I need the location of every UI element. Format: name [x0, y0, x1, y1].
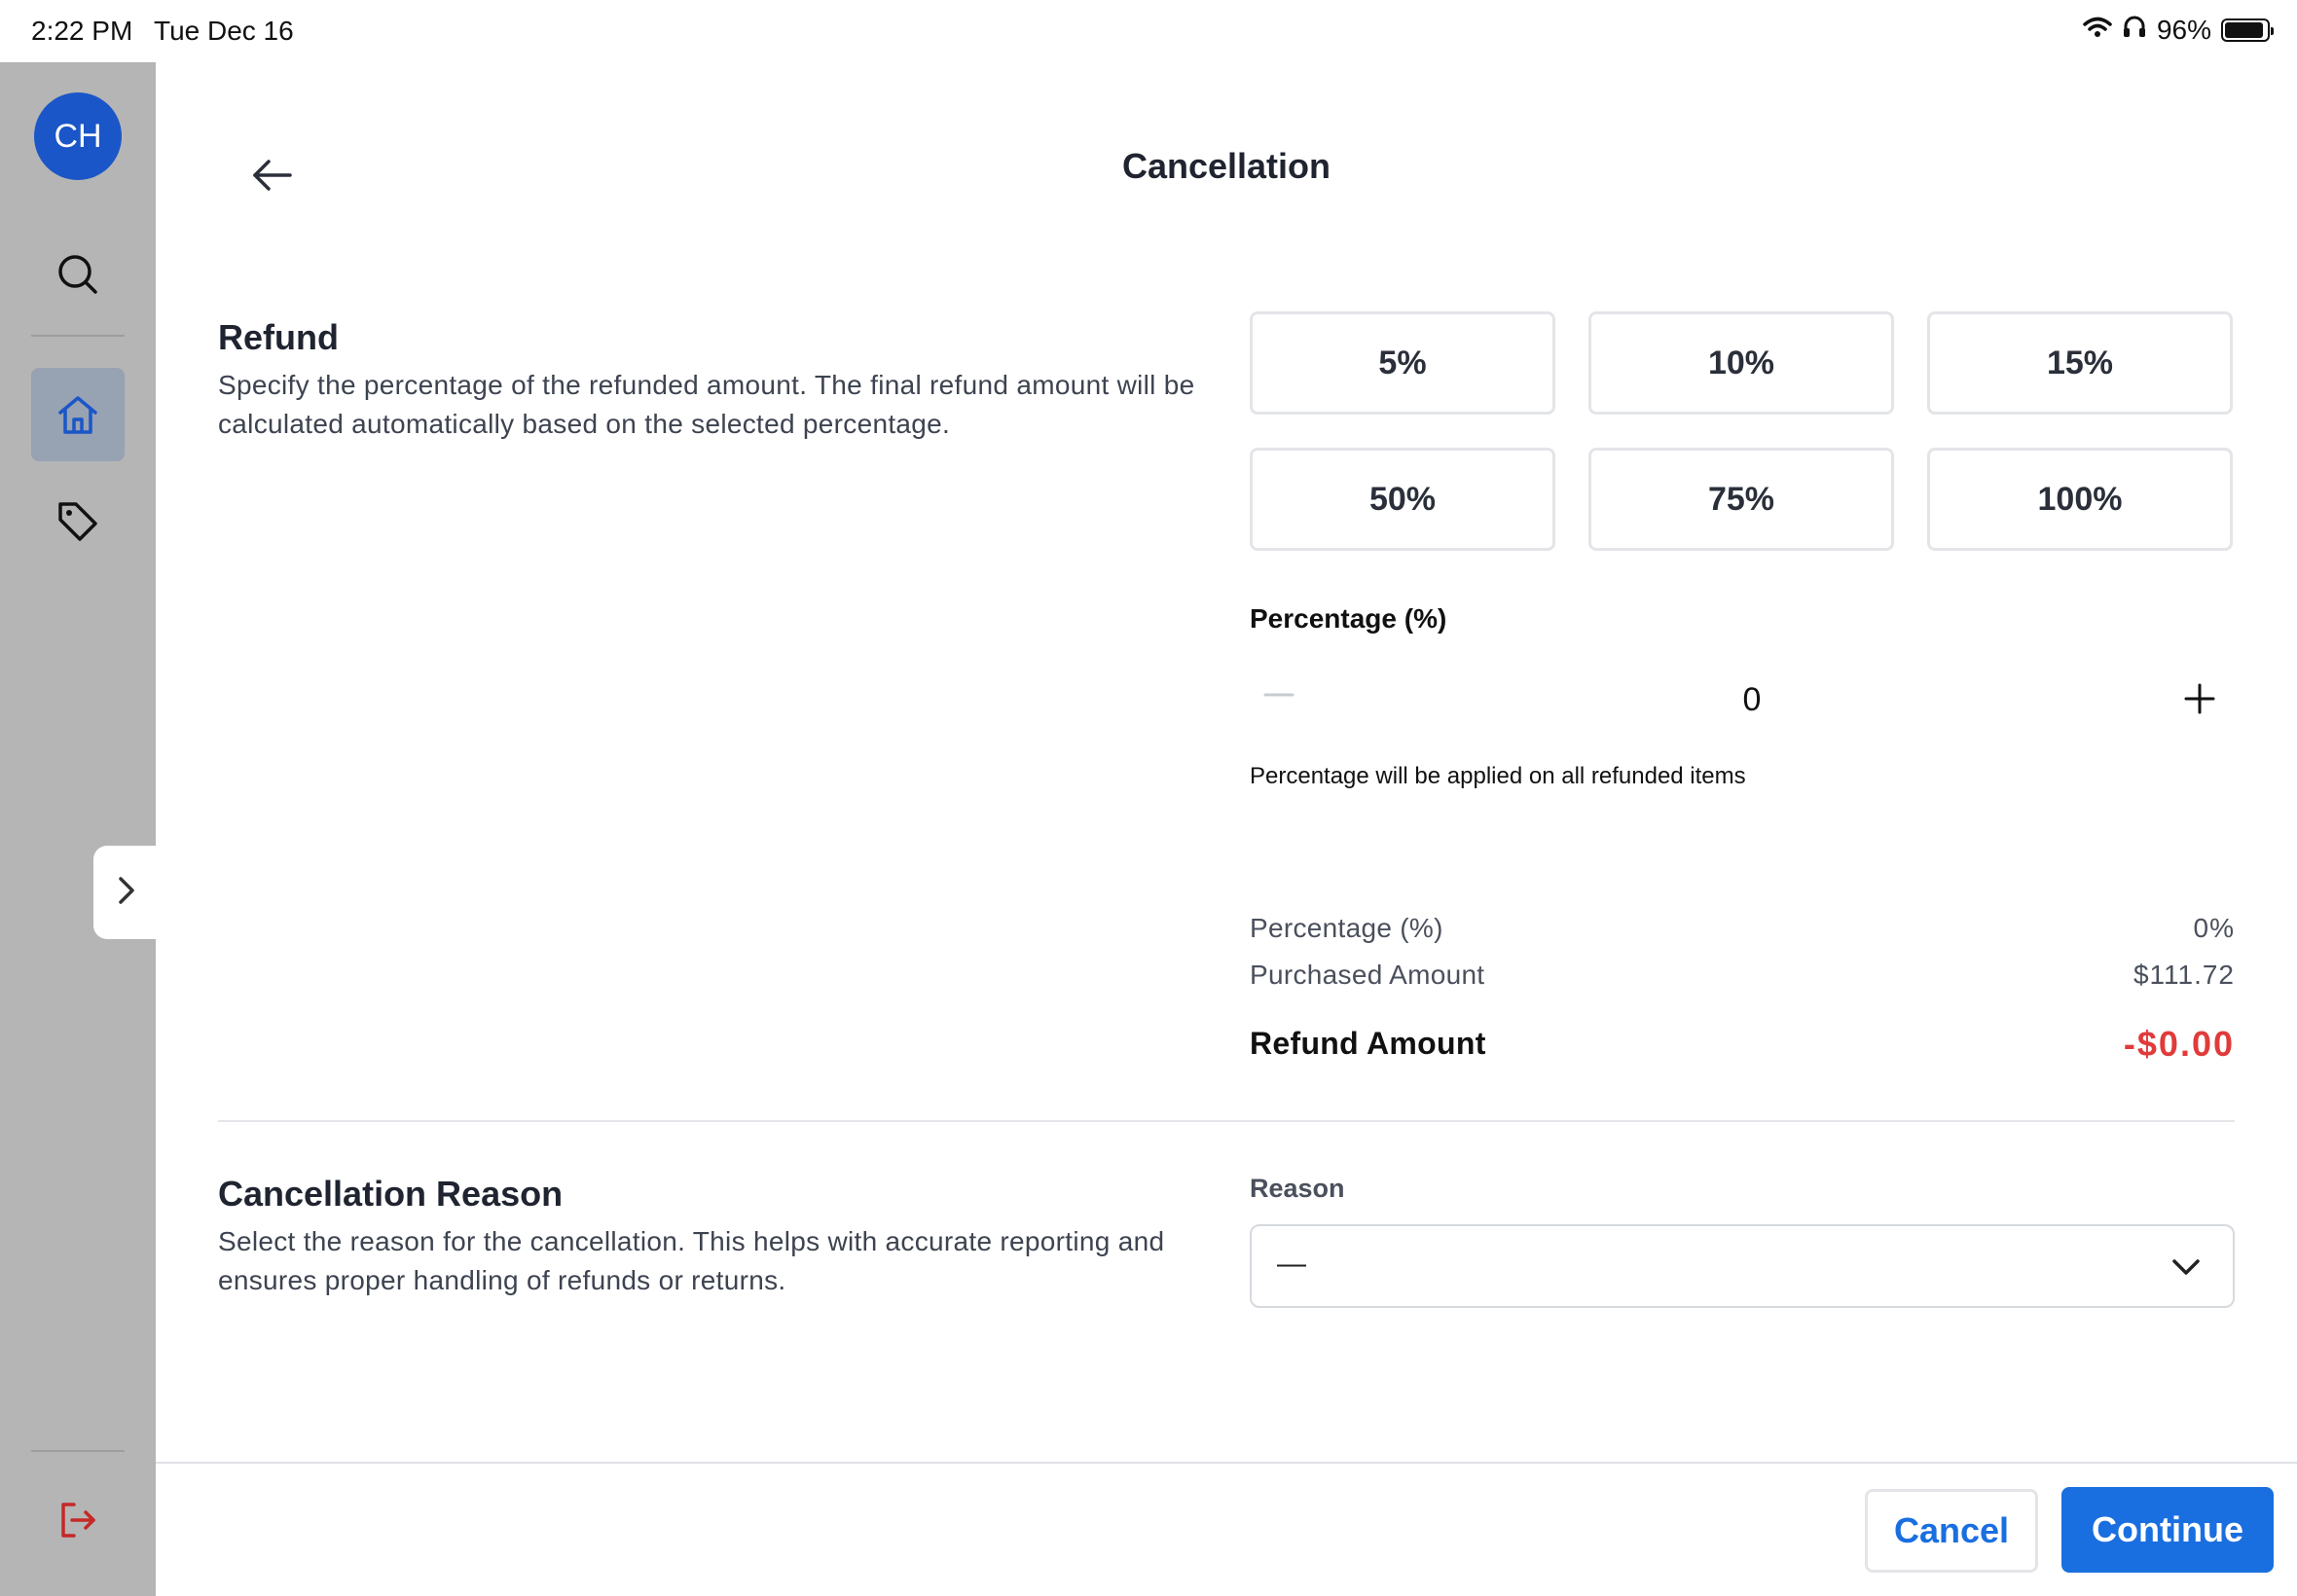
minus-icon: [1261, 677, 1296, 717]
page-title: Cancellation: [1121, 146, 1331, 186]
sidebar-divider: [31, 335, 125, 337]
wifi-icon: [2083, 15, 2112, 46]
refund-description: Specify the percentage of the refunded amount. The final refund amount will be calculated automatically based on the selected percentage.: [218, 370, 1195, 439]
percentage-value[interactable]: 0: [1742, 681, 1762, 718]
logout-icon[interactable]: [31, 1473, 125, 1567]
purchased-amount-label: Purchased Amount: [1250, 960, 1485, 990]
status-bar: [0, 0, 2297, 62]
reason-selected-value: —: [1277, 1248, 1306, 1280]
reason-select[interactable]: [1250, 1224, 2235, 1308]
battery-percent: 96%: [2156, 14, 2211, 45]
preset-50-button[interactable]: 50%: [1250, 448, 1555, 551]
tag-icon[interactable]: [31, 475, 125, 568]
chevron-down-icon: [2169, 1250, 2204, 1285]
preset-10-button[interactable]: 10%: [1588, 311, 1894, 415]
percentage-hint: Percentage will be applied on all refunded items: [1250, 763, 1746, 789]
increment-button[interactable]: [2170, 671, 2229, 730]
preset-5-button[interactable]: 5%: [1250, 311, 1555, 415]
battery-icon: [2221, 18, 2270, 42]
reason-title: Cancellation Reason: [218, 1174, 564, 1214]
continue-button[interactable]: Continue: [2061, 1487, 2274, 1573]
decrement-button[interactable]: [1250, 668, 1308, 726]
search-icon[interactable]: [31, 228, 125, 321]
sidebar: [0, 62, 156, 1596]
headphones-icon: [2122, 14, 2147, 46]
preset-15-button[interactable]: 15%: [1927, 311, 2233, 415]
footer-divider: [156, 1462, 2297, 1464]
chevron-right-icon: [111, 873, 140, 913]
preset-100-button[interactable]: 100%: [1927, 448, 2233, 551]
refund-amount-label: Refund Amount: [1250, 1026, 1486, 1061]
sidebar-divider: [31, 1450, 125, 1452]
refund-title: Refund: [218, 317, 339, 357]
avatar[interactable]: CH: [34, 92, 122, 180]
status-date: Tue Dec 16: [154, 16, 294, 46]
status-right: [2083, 14, 2270, 46]
refund-amount-value: -$0.00: [2123, 1024, 2235, 1064]
section-divider: [218, 1120, 2235, 1122]
sidebar-expand-button[interactable]: [93, 846, 158, 939]
purchased-amount-value: $111.72: [2133, 960, 2235, 990]
status-time: 2:22 PM: [31, 16, 133, 46]
percentage-label: Percentage (%): [1250, 603, 1447, 634]
reason-label: Reason: [1250, 1174, 1345, 1203]
home-icon[interactable]: [31, 368, 125, 461]
cancel-button[interactable]: Cancel: [1865, 1489, 2038, 1573]
plus-icon: [2182, 681, 2217, 721]
summary-percentage-label: Percentage (%): [1250, 913, 1443, 943]
preset-75-button[interactable]: 75%: [1588, 448, 1894, 551]
main-panel: [156, 62, 2297, 1596]
summary-percentage-value: 0%: [2193, 913, 2235, 943]
reason-description: Select the reason for the cancellation. This helps with accurate reporting and ensures proper handling of refunds or returns.: [218, 1226, 1165, 1295]
